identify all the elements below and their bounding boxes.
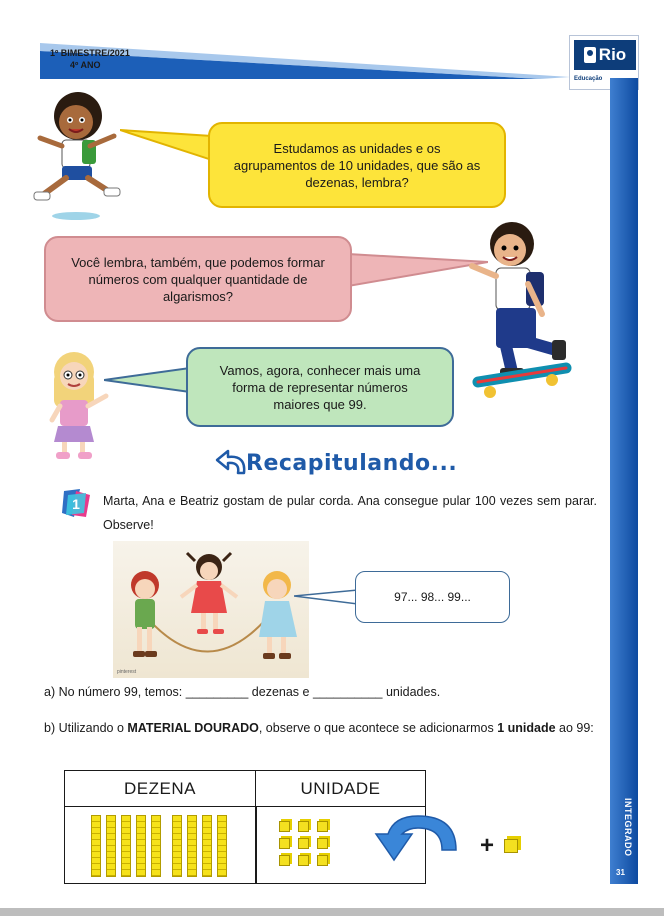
exercise-intro: Marta, Ana e Beatriz gostam de pular corda. Ana consegue pular 100 vezes sem parar. Observe! bbox=[103, 494, 597, 532]
ten-rod bbox=[187, 815, 197, 877]
column-header-unidade: UNIDADE bbox=[256, 771, 425, 807]
ten-rod bbox=[136, 815, 146, 877]
question-a-prefix: a) No número 99, temos: bbox=[44, 685, 186, 699]
ten-rod bbox=[106, 815, 116, 877]
bubble-4-text: 97... 98... 99... bbox=[394, 589, 471, 604]
question-b-middle: , observe o que acontece se adicionarmos bbox=[258, 721, 498, 735]
bubble-1-text: Estudamos as unidades e os agrupamentos de 10 unidades, que são as dezenas, lembra? bbox=[233, 140, 481, 190]
unit-cube bbox=[279, 855, 290, 866]
add-arrow-icon bbox=[372, 810, 464, 866]
unit-cube bbox=[298, 838, 309, 849]
speech-bubble-counting bbox=[355, 571, 510, 623]
unit-cube-added bbox=[504, 839, 518, 853]
bubble-3-text: Vamos, agora, conhecer mais uma forma de representar números maiores que 99. bbox=[219, 362, 421, 412]
logo-dept: Educação bbox=[574, 76, 603, 82]
header-grade: 4º ANO bbox=[70, 60, 101, 70]
side-bar bbox=[610, 78, 638, 884]
unit-cube bbox=[317, 838, 328, 849]
section-title: Recapitulando... bbox=[246, 451, 458, 476]
ten-rod bbox=[202, 815, 212, 877]
answer-blank-dezenas[interactable]: _________ bbox=[185, 685, 249, 699]
tens-cell bbox=[65, 807, 255, 883]
boy-jumping-illustration bbox=[30, 88, 122, 223]
unit-cube bbox=[279, 821, 290, 832]
exercise-number: 1 bbox=[72, 496, 80, 512]
unit-cube bbox=[317, 855, 328, 866]
bubble-2-text: Você lembra, também, que podemos formar números com qualquer quantidade de algarismos? bbox=[71, 254, 325, 304]
question-a bbox=[44, 680, 604, 704]
speech-bubble-units bbox=[208, 122, 506, 208]
ten-rod bbox=[217, 815, 227, 877]
jump-rope-scene bbox=[113, 541, 309, 678]
side-label: INTEGRADO bbox=[623, 798, 633, 857]
exercise-number-icon bbox=[60, 487, 92, 519]
question-b-material: MATERIAL DOURADO bbox=[127, 721, 259, 735]
ten-rod bbox=[91, 815, 101, 877]
question-a-suffix: unidades. bbox=[382, 685, 441, 699]
curved-arrow-icon bbox=[214, 447, 250, 477]
prefeitura-icon bbox=[584, 47, 596, 63]
page-bottom-edge bbox=[0, 908, 664, 916]
ten-rod bbox=[151, 815, 161, 877]
logo-text: Rio bbox=[598, 45, 627, 64]
ten-rod bbox=[172, 815, 182, 877]
question-b-suffix: ao 99: bbox=[555, 721, 594, 735]
unit-cube bbox=[298, 821, 309, 832]
unit-cube bbox=[279, 838, 290, 849]
question-a-middle: dezenas e bbox=[248, 685, 313, 699]
question-b-unit: 1 unidade bbox=[497, 721, 556, 735]
speech-bubble-digits bbox=[44, 236, 352, 322]
question-b bbox=[44, 716, 600, 740]
plus-sign: + bbox=[480, 832, 495, 859]
question-b-prefix: b) Utilizando o bbox=[44, 721, 128, 735]
bubble-3-tail bbox=[104, 366, 190, 396]
unit-cube bbox=[317, 821, 328, 832]
unit-cube bbox=[298, 855, 309, 866]
header-bimestre: 1º BIMESTRE/2021 bbox=[50, 48, 130, 58]
bubble-4-tail bbox=[294, 588, 358, 608]
photo-credit: pinterest bbox=[117, 669, 137, 675]
column-header-dezena: DEZENA bbox=[65, 771, 256, 807]
speech-bubble-represent bbox=[186, 347, 454, 427]
ten-rod bbox=[121, 815, 131, 877]
skateboard-boy-illustration bbox=[466, 218, 578, 408]
jump-rope-photo bbox=[113, 541, 309, 678]
bubble-1-tail bbox=[120, 126, 212, 166]
answer-blank-unidades[interactable]: __________ bbox=[312, 685, 383, 699]
page-number: 31 bbox=[616, 868, 625, 877]
